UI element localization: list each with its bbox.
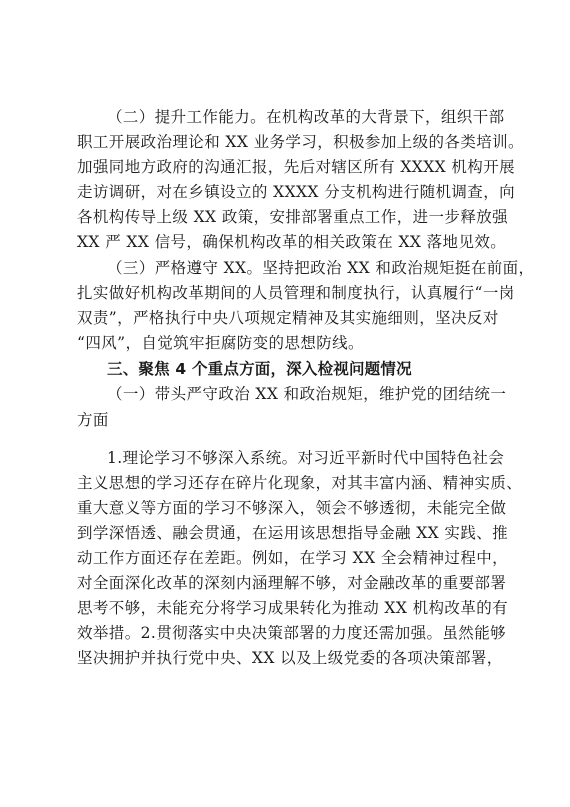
- text-line: 各机构传导上级 XX 政策，安排部署重点工作，进一步释放强: [77, 208, 509, 226]
- text-line: 职工开展政治理论和 XX 业务学习，积极参加上级的各类培训。: [77, 133, 524, 151]
- text-line: 到学深悟透、融会贯通，在运用该思想指导金融 XX 实践、推: [77, 524, 509, 542]
- text-line: 加强同地方政府的沟通汇报，先后对辖区所有 XXXX 机构开展: [77, 158, 515, 176]
- text-line: “四风”，自觉筑牢拒腐防变的思想防线。: [77, 334, 364, 352]
- text-line: 重大意义等方面的学习不够深入，领会不够透彻，未能完全做: [77, 499, 507, 517]
- text-line: 对全面深化改革的深刻内涵理解不够，对金融改革的重要部署: [77, 574, 507, 592]
- text-line: 扎实做好机构改革期间的人员管理和制度执行，认真履行“一岗: [77, 284, 515, 302]
- text-line: 动工作方面还存在差距。例如，在学习 XX 全会精神过程中，: [77, 549, 509, 567]
- subsection-heading-continued: 方面: [77, 411, 109, 429]
- text-line: XX 严 XX 信号，确保机构改革的相关政策在 XX 落地见效。: [77, 233, 507, 251]
- text-line: 坚决拥护并执行党中央、XX 以及上级党委的各项决策部署，: [77, 649, 503, 667]
- text-line: 走访调研，对在乡镇设立的 XXXX 分支机构进行随机调查，向: [77, 183, 515, 201]
- text-line: （二）提升工作能力。在机构改革的大背景下，组织干部: [107, 108, 505, 126]
- text-line: （三）严格遵守 XX。坚持把政治 XX 和政治规矩挺在前面，: [107, 259, 535, 277]
- text-line: 主义思想的学习还存在碎片化现象，对其丰富内涵、精神实质、: [77, 474, 523, 492]
- text-line: 双责”，严格执行中央八项规定精神及其实施细则，坚决反对: [77, 309, 499, 327]
- text-line: 效举措。2.贯彻落实中央决策部署的力度还需加强。虽然能够: [77, 624, 506, 642]
- section-heading: 三、聚焦 4 个重点方面，深入检视问题情况: [107, 360, 412, 378]
- text-line: 思考不够，未能充分将学习成果转化为推动 XX 机构改革的有: [77, 599, 509, 617]
- subsection-heading: （一）带头严守政治 XX 和政治规矩，维护党的团结统一: [107, 385, 507, 403]
- text-line: 1.理论学习不够深入系统。对习近平新时代中国特色社会: [107, 449, 505, 467]
